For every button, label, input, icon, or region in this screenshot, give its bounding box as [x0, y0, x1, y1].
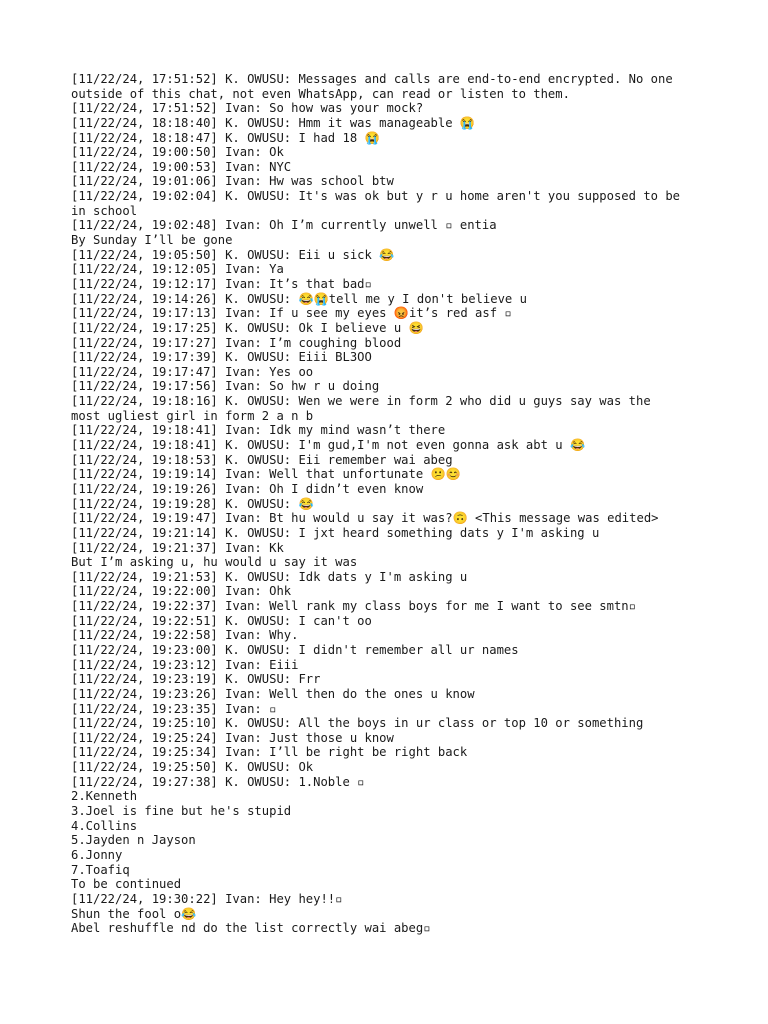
transcript-line: [11/22/24, 18:18:47] K. OWUSU: I had 18 😭 — [71, 130, 380, 145]
transcript-line: [11/22/24, 19:05:50] K. OWUSU: Eii u sick 😂 — [71, 247, 395, 262]
transcript-line: [11/22/24, 18:18:40] K. OWUSU: Hmm it was manageable 😭 — [71, 115, 476, 130]
transcript-line: [11/22/24, 19:27:38] K. OWUSU: 1.Noble ▫ — [71, 774, 365, 789]
transcript-line: 4.Collins — [71, 818, 138, 833]
transcript-line: [11/22/24, 19:14:26] K. OWUSU: 😂😭tell me y I don't believe u — [71, 291, 527, 306]
transcript-line: [11/22/24, 19:25:50] K. OWUSU: Ok — [71, 760, 314, 775]
transcript-line: [11/22/24, 19:18:53] K. OWUSU: Eii remember wai abeg — [71, 452, 453, 467]
transcript-line: [11/22/24, 19:18:41] K. OWUSU: I'm gud,I'm not even gonna ask abt u 😂 — [71, 438, 586, 453]
chat-transcript — [71, 72, 711, 936]
transcript-line: in school — [71, 203, 138, 218]
transcript-line: [11/22/24, 19:22:00] Ivan: Ohk — [71, 584, 292, 599]
transcript-line: [11/22/24, 19:25:34] Ivan: I’ll be right be right back — [71, 745, 468, 760]
transcript-line: [11/22/24, 19:19:47] Ivan: Bt hu would u say it was?🙃 <This message was edited> — [71, 511, 659, 526]
transcript-line: [11/22/24, 19:19:26] Ivan: Oh I didn’t even know — [71, 481, 424, 496]
transcript-line: [11/22/24, 19:02:48] Ivan: Oh I’m currently unwell ▫ entia — [71, 218, 497, 233]
transcript-line: [11/22/24, 19:12:05] Ivan: Ya — [71, 262, 284, 277]
transcript-line: [11/22/24, 19:23:19] K. OWUSU: Frr — [71, 672, 321, 687]
transcript-line: [11/22/24, 19:23:35] Ivan: ▫ — [71, 701, 277, 716]
transcript-line: [11/22/24, 19:17:39] K. OWUSU: Eiii BL3OO — [71, 350, 372, 365]
transcript-line: 2.Kenneth — [71, 789, 138, 804]
transcript-line: [11/22/24, 19:00:53] Ivan: NYC — [71, 159, 292, 174]
transcript-line: most ugliest girl in form 2 a n b — [71, 408, 314, 423]
transcript-line: [11/22/24, 19:23:12] Ivan: Eiii — [71, 657, 299, 672]
transcript-line: [11/22/24, 19:01:06] Ivan: Hw was school btw — [71, 174, 394, 189]
transcript-line: To be continued — [71, 877, 182, 892]
transcript-line: [11/22/24, 19:22:51] K. OWUSU: I can't oo — [71, 613, 372, 628]
transcript-line: Abel reshuffle nd do the list correctly wai abeg▫ — [71, 921, 431, 936]
transcript-line: [11/22/24, 19:17:56] Ivan: So hw r u doing — [71, 379, 380, 394]
transcript-line: [11/22/24, 19:30:22] Ivan: Hey hey!!▫ — [71, 891, 343, 906]
transcript-line: [11/22/24, 19:21:53] K. OWUSU: Idk dats y I'm asking u — [71, 569, 468, 584]
transcript-line: [11/22/24, 19:17:27] Ivan: I’m coughing blood — [71, 335, 402, 350]
transcript-line: But I’m asking u, hu would u say it was — [71, 555, 358, 570]
transcript-line: [11/22/24, 19:22:37] Ivan: Well rank my class boys for me I want to see smtn▫ — [71, 599, 636, 614]
transcript-line: [11/22/24, 19:17:25] K. OWUSU: Ok I believe u 😆 — [71, 320, 424, 335]
transcript-line: outside of this chat, not even WhatsApp, can read or listen to them. — [71, 86, 570, 101]
transcript-line: [11/22/24, 19:18:41] Ivan: Idk my mind wasn’t there — [71, 423, 446, 438]
transcript-line: [11/22/24, 19:00:50] Ivan: Ok — [71, 145, 284, 160]
transcript-line: Shun the fool o😂 — [71, 906, 197, 921]
transcript-line: [11/22/24, 19:12:17] Ivan: It’s that bad▫ — [71, 276, 372, 291]
transcript-line: [11/22/24, 19:18:16] K. OWUSU: Wen we were in form 2 who did u guys say was the — [71, 394, 651, 409]
transcript-line: [11/22/24, 19:19:14] Ivan: Well that unfortunate 😕😊 — [71, 467, 461, 482]
transcript-line: [11/22/24, 19:25:24] Ivan: Just those u know — [71, 730, 394, 745]
transcript-line: [11/22/24, 19:23:00] K. OWUSU: I didn't remember all ur names — [71, 642, 519, 657]
transcript-line: [11/22/24, 19:17:13] Ivan: If u see my eyes 😡it’s red asf ▫ — [71, 306, 512, 321]
transcript-line: 3.Joel is fine but he's stupid — [71, 804, 292, 819]
transcript-line: 7.Toafiq — [71, 862, 130, 877]
transcript-line: 5.Jayden n Jayson — [71, 833, 196, 848]
transcript-line: [11/22/24, 19:02:04] K. OWUSU: It's was ok but y r u home aren't you supposed to be — [71, 189, 681, 204]
transcript-line: [11/22/24, 19:25:10] K. OWUSU: All the boys in ur class or top 10 or something — [71, 716, 644, 731]
transcript-line: [11/22/24, 19:21:14] K. OWUSU: I jxt heard something dats y I'm asking u — [71, 525, 600, 540]
transcript-line: [11/22/24, 19:22:58] Ivan: Why. — [71, 628, 299, 643]
transcript-line: 6.Jonny — [71, 847, 123, 862]
transcript-line: [11/22/24, 19:23:26] Ivan: Well then do the ones u know — [71, 686, 475, 701]
transcript-line: [11/22/24, 17:51:52] Ivan: So how was your mock? — [71, 101, 424, 116]
transcript-line: [11/22/24, 17:51:52] K. OWUSU: Messages and calls are end-to-end encrypted. No one — [71, 72, 673, 86]
transcript-line: [11/22/24, 19:19:28] K. OWUSU: 😂 — [71, 496, 314, 511]
transcript-line: By Sunday I’ll be gone — [71, 233, 233, 248]
transcript-line: [11/22/24, 19:17:47] Ivan: Yes oo — [71, 364, 314, 379]
transcript-line: [11/22/24, 19:21:37] Ivan: Kk — [71, 540, 284, 555]
